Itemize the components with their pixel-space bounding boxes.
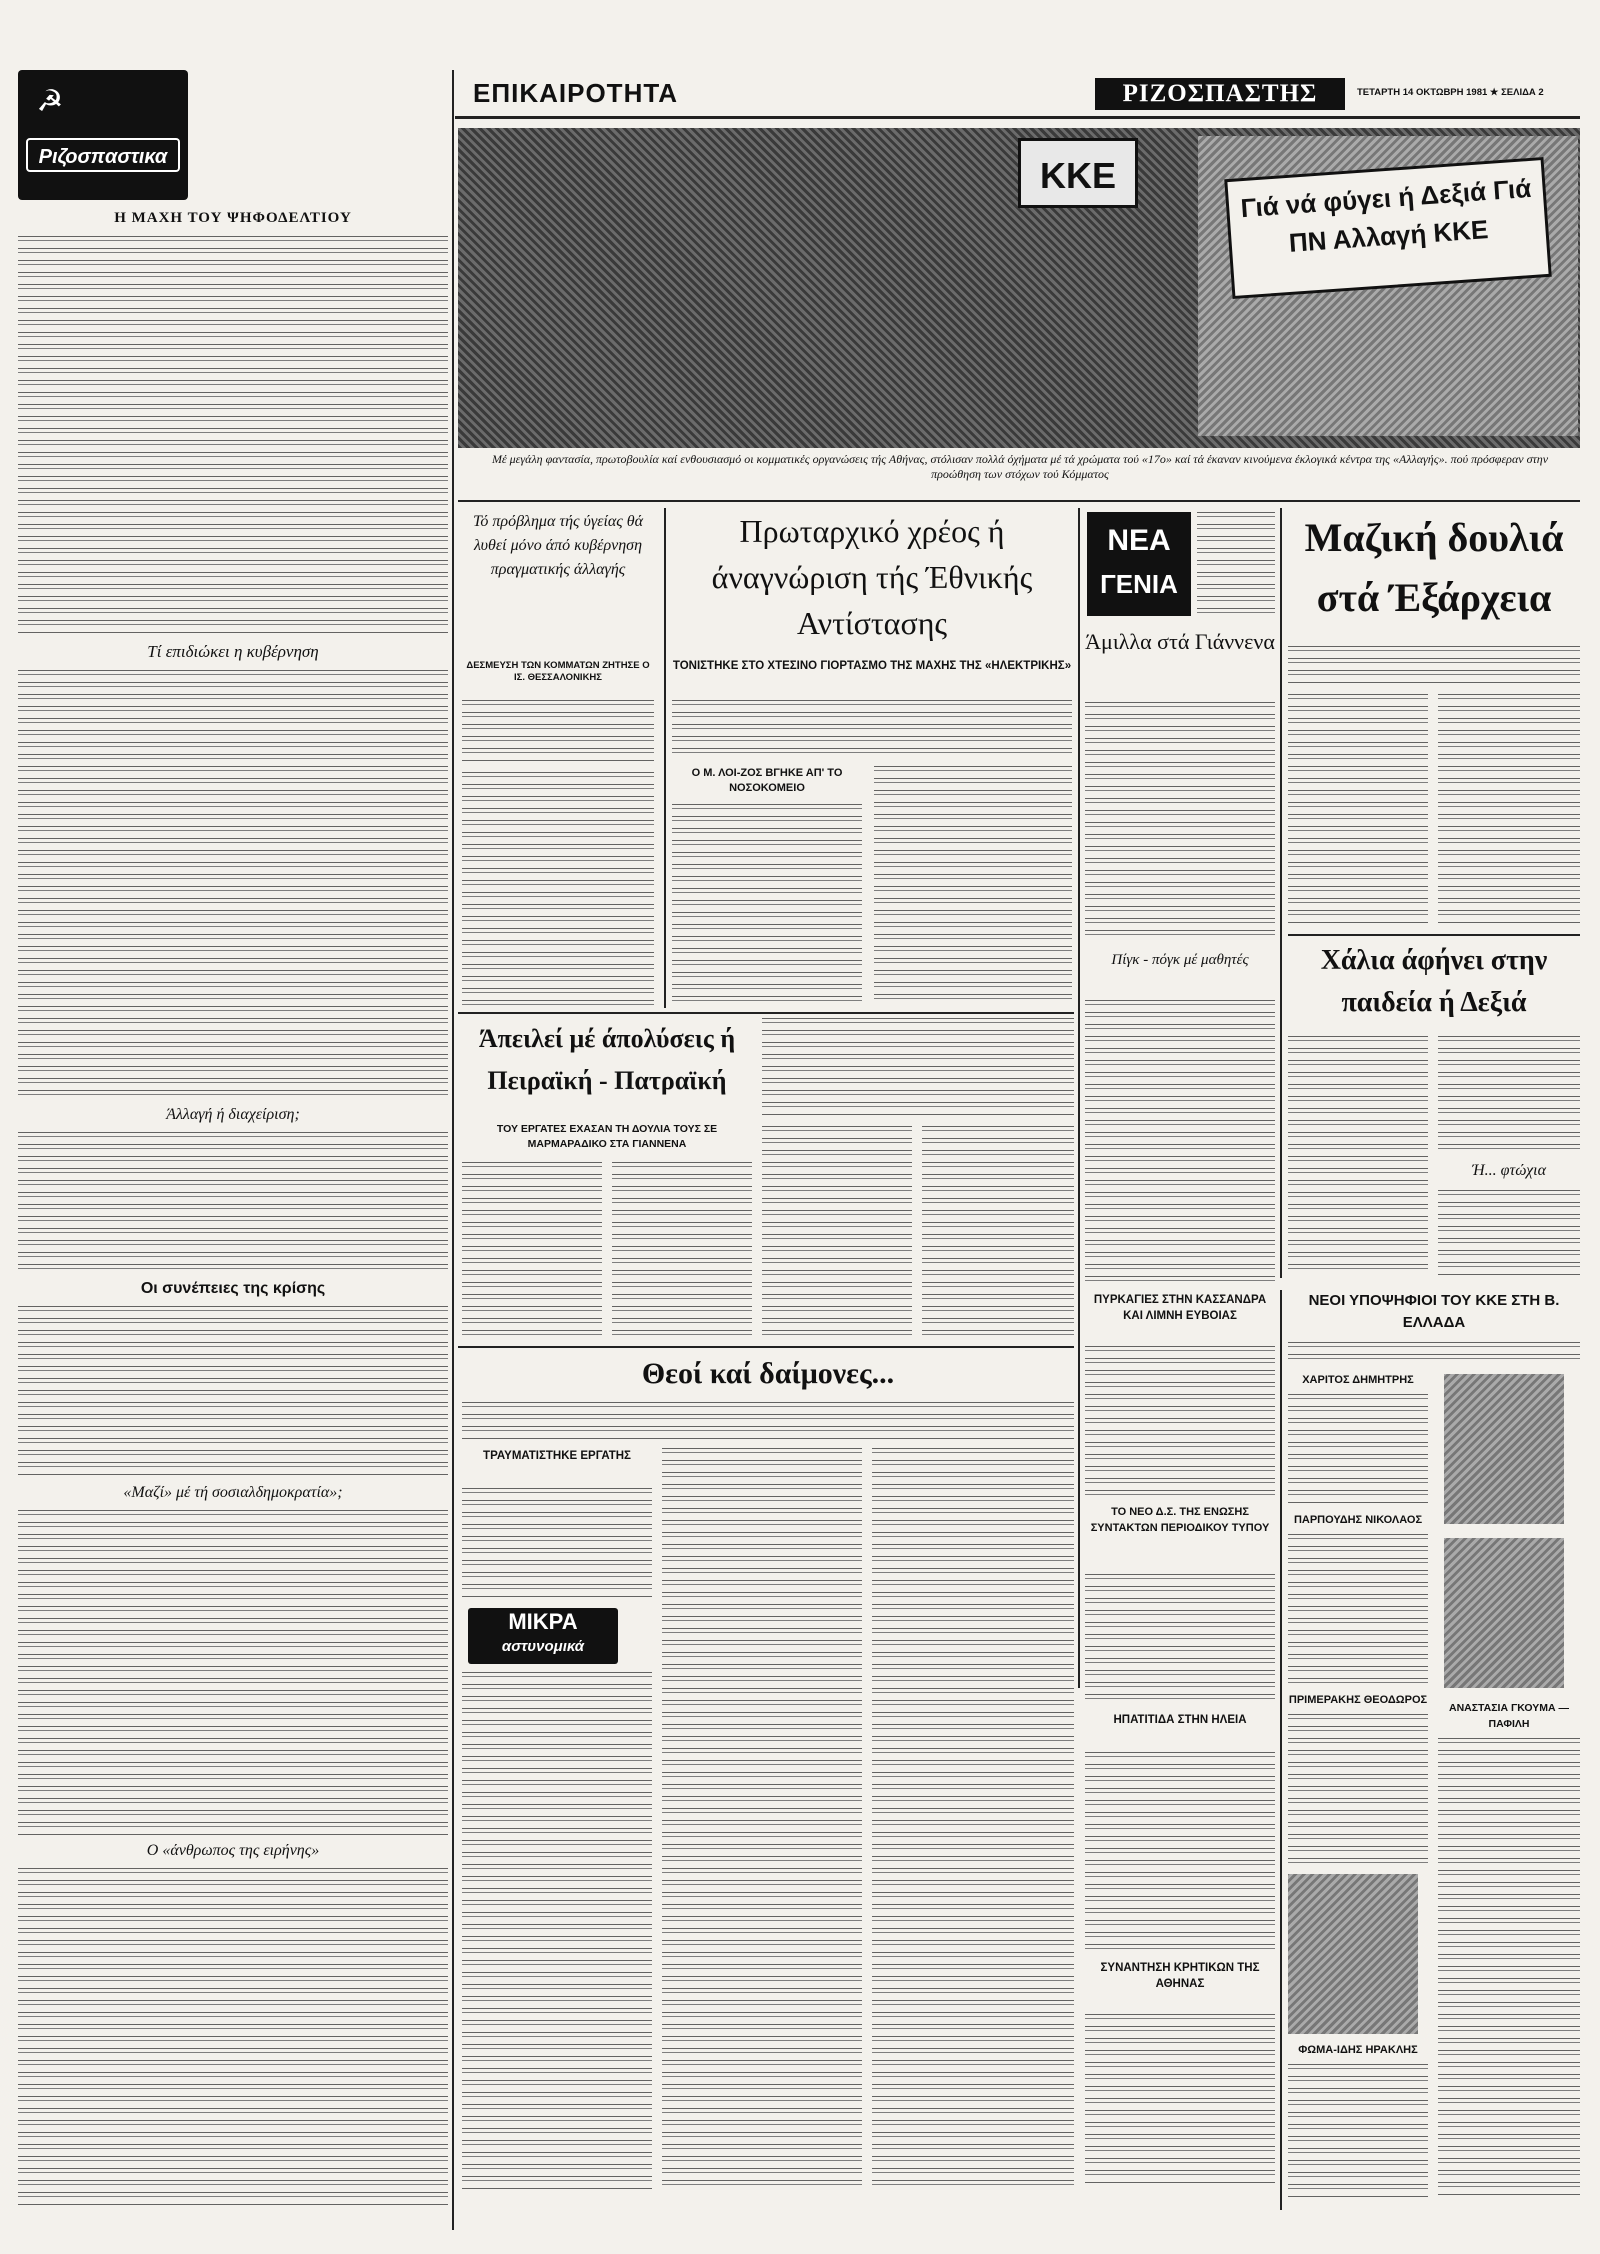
candidate-text-5	[1438, 1738, 1580, 2198]
divider-col4	[1280, 508, 1282, 1278]
education-text-a	[1288, 1036, 1428, 1276]
theoi-text-c	[872, 1448, 1074, 2192]
hammer-sickle-icon: ☭	[36, 84, 64, 119]
poverty-text	[1438, 1190, 1580, 1276]
fires-block	[672, 1018, 673, 1019]
worker-injured-text	[462, 1488, 652, 1598]
divider-col3	[1078, 508, 1080, 1688]
exarcheia-text-a	[1288, 694, 1428, 924]
candidate-name-3: ΠΡΙΜΕΡΑΚΗΣ ΘΕΟΔΩΡΟΣ	[1288, 1694, 1428, 1706]
candidate-text-2	[1288, 1534, 1428, 1684]
ilia-head: ΗΠΑΤΙΤΙΔΑ ΣΤΗΝ ΗΛΕΙΑ	[1113, 1714, 1247, 1726]
health-title: Τό πρόβλημα τής ύγείας θά λυθεί μόνο άπό κυβέρνηση πραγματικής άλλαγής	[472, 513, 644, 578]
resistance-text-c	[874, 766, 1072, 1004]
candidate-photo-4	[1288, 1874, 1418, 2034]
masthead	[455, 70, 1580, 120]
photo-banner-text: Γιά νά φύγει ή Δεξιά Γιά ΠΝ Αλλαγή ΚΚΕ	[1224, 157, 1552, 299]
mikra-astynomika-badge	[468, 1608, 618, 1664]
badge-line-1: ΝΕΑ	[1107, 524, 1171, 557]
nea-genia-text	[1085, 702, 1275, 942]
paper-logo: ΡΙΖΟΣΠΑΣΤΗΣ	[1095, 78, 1345, 110]
poverty-head: Ή... φτώχια	[1472, 1162, 1546, 1179]
ping-pong-text	[1085, 1000, 1275, 1284]
candidate-name-2: ΠΑΡΠΟΥΔΗΣ ΝΙΚΟΛΑΟΣ	[1293, 1514, 1423, 1526]
main-photo	[458, 128, 1580, 448]
divider-left	[452, 70, 454, 2230]
candidates-block	[1288, 1290, 1580, 2230]
candidates-lead	[1288, 1342, 1580, 1366]
left-column	[18, 70, 448, 2230]
divider-exarcheia	[1288, 934, 1580, 936]
cretans-head: ΣΥΝΑΝΤΗΣΗ ΚΡΗΤΙΚΩΝ ΤΗΣ ΑΘΗΝΑΣ	[1100, 1962, 1260, 1990]
education-text-b	[1438, 1036, 1580, 1156]
worker-injured-head: ΤΡΑΥΜΑΤΙΣΤΗΚΕ ΕΡΓΑΤΗΣ	[483, 1450, 631, 1462]
section-title: ΕΠΙΚΑΙΡΟΤΗΤΑ	[473, 78, 679, 108]
loizos-head: Ο Μ. ΛΟΙ-ΖΟΣ ΒΓΗΚΕ ΑΠ' ΤΟ ΝΟΣΟΚΟΜΕΙΟ	[691, 767, 843, 794]
shorts-column	[1085, 1292, 1275, 2192]
theoi-text-b	[662, 1448, 862, 2192]
masthead-rule	[455, 116, 1580, 119]
theoi-title: Θεοί καί δαίμονες...	[641, 1357, 895, 1390]
divider-right-lower	[1280, 1290, 1282, 2210]
threats-side-text	[762, 1018, 1074, 1118]
education-article	[1288, 940, 1580, 1280]
article-text-crisis	[18, 1306, 448, 1476]
article-text-vote-battle	[18, 236, 448, 636]
education-title: Χάλια άφήνει στην παιδεία ή Δεξιά	[1320, 945, 1548, 1018]
theoi-article	[462, 1352, 1074, 2202]
article-text-change	[18, 1132, 448, 1272]
headline-government-aims: Τί επιδιώκει η κυβέρνηση	[147, 642, 319, 661]
fires-text	[1085, 1346, 1275, 1496]
logo-text: Ριζοσπαστικα	[26, 138, 180, 172]
ping-pong-head: Πίγκ - πόγκ μέ μαθητές	[1111, 952, 1249, 968]
threats-text-c	[762, 1126, 912, 1338]
photo-caption: Μέ μεγάλη φαντασία, πρωτοβουλία καί ενθουσιασμό οι κομματικές οργανώσεις τής Αθήνας, στόλισαν πολλά όχήματα μέ τά χρώματα τού «17ο» καί τά έκαναν κινούμενα έκλογικά κέντρα της «Αλλαγής». πού πρόσφεραν στην προώθηση των στόχων τού Κόμματος	[491, 452, 1549, 481]
cretans-text	[1085, 2014, 1275, 2184]
resistance-title: Πρωταρχικό χρέος ή άναγνώριση τής Έθνικής Αντίστασης	[711, 513, 1033, 641]
candidate-photo-2	[1444, 1538, 1564, 1688]
fires-head: ΠΥΡΚΑΓΙΕΣ ΣΤΗΝ ΚΑΣΣΑΝΔΡΑ ΚΑΙ ΛΙΜΝΗ ΕΥΒΟΙΑΣ	[1093, 1294, 1267, 1322]
nea-genia-article	[1085, 508, 1275, 1288]
exarcheia-lead	[1288, 646, 1580, 686]
nea-genia-side-text	[1197, 512, 1275, 616]
threats-article	[462, 1018, 1074, 1338]
candidate-text-1	[1288, 1394, 1428, 1504]
candidate-name-5: ΑΝΑΣΤΑΣΙΑ ΓΚΟΥΜΑ — ΠΑΦΙΛΗ	[1448, 1702, 1570, 1730]
candidate-photo-1	[1444, 1374, 1564, 1524]
divider-col2	[664, 508, 666, 1008]
resistance-sub: ΤΟΝΙΣΤΗΚΕ ΣΤΟ ΧΤΕΣΙΝΟ ΓΙΟΡΤΑΣΜΟ ΤΗΣ ΜΑΧΗΣ ΤΗΣ «ΗΛΕΚΤΡΙΚΗΣ»	[672, 660, 1072, 672]
exarcheia-title: Μαζική δουλιά στά Έξάρχεια	[1304, 515, 1564, 620]
ilia-text	[1085, 1752, 1275, 1952]
headline-crisis-consequences: Οι συνέπειες της κρίσης	[140, 1280, 326, 1297]
nea-genia-title: Άμιλλα στά Γιάννενα	[1085, 629, 1275, 654]
mikra-line-1: ΜΙΚΡΑ	[508, 1609, 578, 1634]
nea-genia-badge	[1087, 512, 1191, 616]
headline-vote-battle: Η ΜΑΧΗ ΤΟΥ ΨΗΦΟΔΕΛΤΙΟΥ	[114, 210, 352, 226]
theoi-lead	[462, 1402, 1074, 1440]
health-text-continued	[462, 772, 654, 1012]
candidates-title: ΝΕΟΙ ΥΠΟΨΗΦΙΟΙ ΤΟΥ ΚΚΕ ΣΤΗ Β. ΕΛΛΑΔΑ	[1308, 1292, 1560, 1331]
headline-change-or-management: Άλλαγή ή διαχείριση;	[166, 1106, 300, 1123]
threats-text-a	[462, 1162, 602, 1338]
exarcheia-text-b	[1438, 694, 1580, 924]
candidate-text-3	[1288, 1714, 1428, 1864]
union-head: ΤΟ ΝΕΟ Δ.Σ. ΤΗΣ ΕΝΩΣΗΣ ΣΥΝΤΑΚΤΩΝ ΠΕΡΙΟΔΙΚΟΥ ΤΥΠΟΥ	[1090, 1506, 1270, 1534]
health-text	[462, 700, 654, 764]
article-text-government-aims	[18, 670, 448, 1100]
article-text-man-of-peace	[18, 1868, 448, 2208]
date-line: ΤΕΤΑΡΤΗ 14 ΟΚΤΩΒΡΗ 1981 ★ ΣΕΛΙΔΑ 2	[1357, 87, 1544, 98]
exarcheia-article	[1288, 508, 1580, 928]
resistance-text-a	[672, 700, 1072, 760]
mikra-line-2: αστυνομικά	[501, 1638, 585, 1655]
threats-sub: ΤΟΥ ΕΡΓΑΤΕΣ ΕΧΑΣΑΝ ΤΗ ΔΟΥΛΙΑ ΤΟΥΣ ΣΕ ΜΑΡΜΑΡΑΔΙΚΟ ΣΤΑ ΓΙΑΝΝΕΝΑ	[496, 1123, 718, 1150]
rizospastika-logo	[18, 70, 188, 200]
health-box	[458, 508, 658, 768]
divider-candidates-top	[1085, 1288, 1580, 1289]
badge-line-2: ΓΕΝΙΑ	[1100, 569, 1178, 599]
divider-under-photo	[458, 500, 1580, 502]
candidate-text-4	[1288, 2064, 1428, 2198]
candidate-name-4: ΦΩΜΑ-ΙΔΗΣ ΗΡΑΚΛΗΣ	[1298, 2044, 1418, 2056]
health-sub: ΔΕΣΜΕΥΣΗ ΤΩΝ ΚΟΜΜΑΤΩΝ ΖΗΤΗΣΕ Ο ΙΣ. ΘΕΣΣΑΛΟΝΙΚΗΣ	[466, 660, 650, 683]
divider-theoi-top	[458, 1346, 1074, 1348]
headline-man-of-peace: Ο «άνθρωπος της ειρήνης»	[146, 1842, 320, 1859]
threats-text-b	[612, 1162, 752, 1338]
candidate-name-1: ΧΑΡΙΤΟΣ ΔΗΜΗΤΡΗΣ	[1302, 1374, 1414, 1386]
mikra-text	[462, 1672, 652, 2192]
headline-social-democracy: «Μαζί» μέ τή σοσιαλδημοκρατία»;	[123, 1484, 343, 1501]
resistance-article	[672, 508, 1072, 1008]
resistance-text-b	[672, 804, 862, 1004]
union-text	[1085, 1574, 1275, 1704]
article-text-social-democracy	[18, 1510, 448, 1836]
threats-title: Άπειλεί μέ άπολύσεις ή Πειραϊκή - Πατραϊκή	[478, 1024, 736, 1095]
photo-kke-sign: ΚΚΕ	[1018, 138, 1138, 208]
threats-text-d	[922, 1126, 1074, 1338]
divider-threats-top	[458, 1012, 1074, 1014]
